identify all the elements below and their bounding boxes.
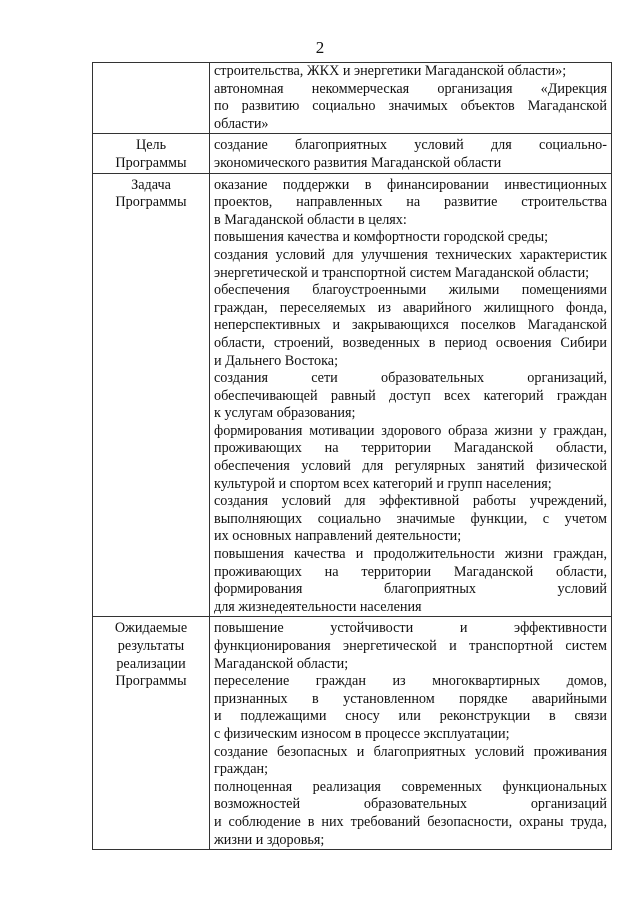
text-line: возможностей образовательных организаций <box>214 796 607 813</box>
text-line: области» <box>214 115 269 132</box>
text-line: жизни и здоровья; <box>214 831 325 848</box>
text-line: повышения качества и продолжительности жизни граждан, <box>214 546 607 563</box>
text-line: граждан, переселяемых из аварийного жилищного фонда, <box>214 299 607 316</box>
text-line: обеспечения благоустроенными жилыми помещениями <box>214 282 607 299</box>
text-line: строительства, ЖКХ и энергетики Магаданской области»; <box>214 63 567 79</box>
paragraph <box>214 423 607 493</box>
row-label <box>93 173 210 617</box>
row-content <box>210 134 612 173</box>
row-label-line: Программы <box>115 194 187 211</box>
text-line: создание благоприятных условий для социально- <box>214 137 607 154</box>
text-line: создания сети образовательных организаций, <box>214 370 607 387</box>
text-line: к услугам образования; <box>214 405 356 422</box>
paragraph <box>214 63 607 81</box>
paragraph <box>214 779 607 849</box>
text-line: формирования мотивации здорового образа жизни у граждан, <box>214 422 607 439</box>
row-label <box>93 134 210 173</box>
text-line: признанных в установленном порядке аварийными <box>214 690 607 707</box>
paragraph <box>214 177 607 230</box>
text-line: создания условий для улучшения технических характеристик <box>214 246 607 263</box>
text-line: неперспективных и закрывающихся поселков Магаданской <box>214 317 607 334</box>
text-line: выполняющих социально значимые функции, с учетом <box>214 510 607 527</box>
text-line: с физическим износом в процессе эксплуатации; <box>214 725 510 742</box>
row-label-line: Ожидаемые <box>114 620 188 637</box>
paragraph <box>214 546 607 616</box>
text-line: области, строений, возведенных в период освоения Сибири <box>214 334 607 351</box>
text-line: по развитию социально значимых объектов Магаданской <box>214 98 607 115</box>
text-line: оказание поддержки в финансировании инвестиционных <box>214 176 607 193</box>
text-line: и Дальнего Востока; <box>214 352 339 369</box>
row-content <box>210 173 612 617</box>
text-line: граждан; <box>214 761 269 778</box>
row-label <box>93 63 210 134</box>
row-program-task <box>93 173 612 617</box>
paragraph <box>214 673 607 743</box>
text-line: энергетической и транспортной систем Магаданской области; <box>214 264 590 281</box>
text-line: и подлежащими сносу или реконструкции в связи <box>214 708 607 725</box>
text-line: создания условий для эффективной работы учреждений, <box>214 493 607 510</box>
text-line: повышения качества и комфортности городской среды; <box>214 229 549 246</box>
text-line: обеспечения условий для регулярных занятий физической <box>214 458 607 475</box>
paragraph <box>214 282 607 370</box>
text-line: для жизнедеятельности населения <box>214 598 422 615</box>
paragraph <box>214 744 607 779</box>
program-passport-table <box>92 62 612 850</box>
text-line: обеспечивающей равный доступ всех категорий граждан <box>214 387 607 404</box>
text-line: проектов, направленных на развитие строительства <box>214 194 607 211</box>
text-line: повышение устойчивости и эффективности <box>214 620 607 637</box>
row-label-line: Цель <box>135 137 167 154</box>
paragraph <box>214 137 607 172</box>
paragraph <box>214 493 607 546</box>
row-program-goal <box>93 134 612 173</box>
row-expected-results <box>93 617 612 850</box>
row-label-line: Задача <box>131 176 171 193</box>
row-content <box>210 63 612 134</box>
text-line: и соблюдение в них требований безопасности, охраны труда, <box>214 813 607 830</box>
paragraph <box>214 81 607 134</box>
row-content <box>210 617 612 850</box>
row-label-line: результаты <box>117 638 185 654</box>
text-line: формирования благоприятных условий <box>214 581 607 598</box>
text-line: культурой и спортом всех категорий и групп населения; <box>214 475 552 492</box>
text-line: функционирования энергетической и транспортной систем <box>214 638 607 654</box>
text-line: переселение граждан из многоквартирных домов, <box>214 673 607 690</box>
text-line: полноценная реализация современных функциональных <box>214 778 607 795</box>
paragraph <box>214 620 607 673</box>
text-line: создание безопасных и благоприятных условий проживания <box>214 743 607 760</box>
text-line: экономического развития Магаданской области <box>214 154 502 171</box>
row-label-line: Программы <box>115 673 187 690</box>
text-line: автономная некоммерческая организация «Дирекция <box>214 80 607 97</box>
paragraph <box>214 247 607 282</box>
text-line: проживающих на территории Магаданской области, <box>214 563 607 580</box>
text-line: Магаданской области; <box>214 655 349 672</box>
page-number: 2 <box>315 38 325 57</box>
row-label-line: Программы <box>115 154 187 171</box>
row-label <box>93 617 210 850</box>
text-line: в Магаданской области в целях: <box>214 211 407 228</box>
text-line: проживающих на территории Магаданской области, <box>214 440 607 457</box>
text-line: их основных направлений деятельности; <box>214 528 462 545</box>
paragraph <box>214 370 607 423</box>
paragraph <box>214 229 607 247</box>
row-label-line: реализации <box>116 655 186 672</box>
row-responsible-org <box>93 63 612 134</box>
